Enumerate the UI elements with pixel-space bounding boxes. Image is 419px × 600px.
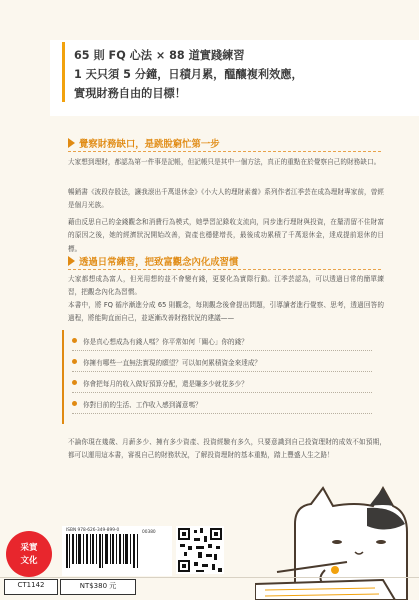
- isbn-small-label: 00380: [142, 530, 156, 535]
- price-label: NT$380 元: [79, 582, 117, 590]
- section2-title: 透過日常練習，把致富觀念內化成習慣: [68, 254, 238, 268]
- headline: [74, 46, 414, 103]
- bullet-dot-icon: [72, 401, 77, 406]
- question-item: 你是真心想成為有錢人嗎？你平常如何「關心」你的錢？: [72, 336, 248, 346]
- section1-paragraph-1: 大家想到理財，都認為第一件事是記帳，但記帳只是其中一個方法，真正的重點在於覺察自己的財務缺口。: [68, 158, 381, 166]
- barcode-area: [62, 526, 172, 576]
- headline-line2: 1 天只須 5 分鐘，日積月累，醞釀複利效應，: [74, 68, 303, 81]
- section2-paragraph-1: 大家都想成為富人，但光用想的並不會變有錢，更要化為實際行動。江季芸認為，可以透過日常的簡單練習，把觀念內化為習慣。: [68, 275, 384, 297]
- question-divider: [72, 371, 372, 372]
- barcode-icon: [66, 534, 140, 568]
- section1-paragraph-3: 藉由反思自己的金錢觀念和消費行為模式，她學習記錄收支流向，同步進行理財與投資，在釐清留不住財富的原因之後，她的經濟狀況開始改善，資產也穩健增長，最後成功累積了千萬退休金，達成提前退休的目標。: [68, 218, 384, 253]
- section1-paragraph-2: 暢銷書《波段存股法，讓我滾出千萬退休金》《小大人的理財素養》系列作者江季芸在成為理財專家前，曾經是個月光族。: [68, 188, 384, 210]
- question-list: [62, 330, 382, 424]
- triangle-bullet-icon: [68, 256, 75, 266]
- section1-divider: [68, 151, 381, 152]
- product-code-box: [4, 579, 58, 595]
- headline-line3: 實現財務自由的目標！: [74, 87, 186, 100]
- qr-code-icon: [176, 526, 224, 574]
- price-box: [60, 579, 136, 595]
- isbn-label: ISBN 978-626-349-899-0: [66, 528, 120, 533]
- section2-divider: [68, 269, 381, 270]
- logo-text-bottom: 文化: [20, 556, 38, 566]
- question-divider: [72, 350, 372, 351]
- logo-text-top: 采實: [20, 543, 38, 553]
- headline-line1: 65 則 FQ 心法 × 88 道實踐練習: [74, 49, 245, 62]
- section1-title: 覺察財務缺口，是跳脫窮忙第一步: [68, 136, 220, 150]
- product-code: CT1142: [17, 581, 45, 589]
- question-item: 你對目前的生活、工作收入感到滿意嗎？: [72, 399, 202, 409]
- triangle-bullet-icon: [68, 138, 75, 148]
- question-divider: [72, 392, 372, 393]
- question-item: 你擁有哪些一直無法實現的願望？可以如何累積資金來達成？: [72, 357, 261, 367]
- bullet-dot-icon: [72, 338, 77, 343]
- question-divider: [72, 413, 372, 414]
- closing-paragraph: 不論你現在幾歲、月薪多少、擁有多少資產、投資經驗有多久，只要意識到自己投資理財的成效不如預期，都可以運用這本書，審視自己的財務狀況，了解投資理財的基本重點，踏上豐盛人生之路！: [68, 438, 386, 460]
- question-item: 你會把每月的收入做好預算分配，還是賺多少就花多少？: [72, 378, 248, 388]
- bottom-rule: [0, 577, 419, 578]
- section2-paragraph-2: 本書中，將 FQ 循序漸進分成 65 則觀念，每則觀念後會提出問題，引導讀者進行覺察、思考，透過回答的過程，將能夠直面自己，並逐漸改善財務狀況的建議——: [68, 301, 384, 323]
- bullet-dot-icon: [72, 380, 77, 385]
- cat-illustration-icon: [255, 484, 419, 600]
- bullet-dot-icon: [72, 359, 77, 364]
- publisher-logo: [6, 531, 52, 577]
- headline-accent-stripe: [62, 42, 65, 102]
